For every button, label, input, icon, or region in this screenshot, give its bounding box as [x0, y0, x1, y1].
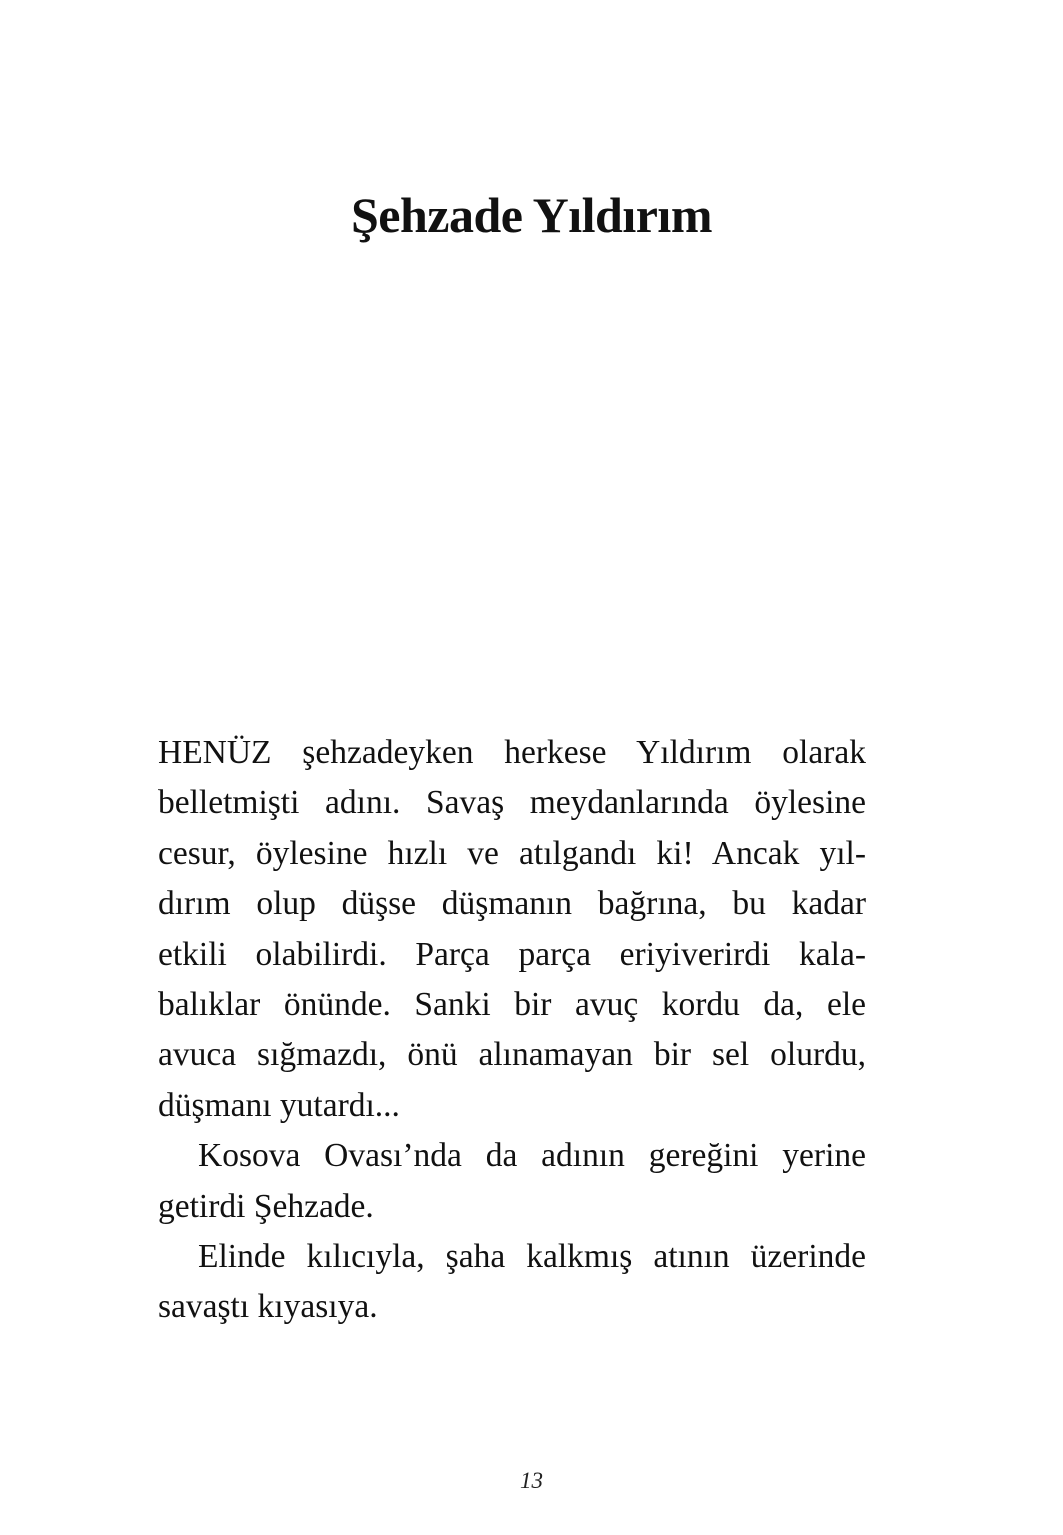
- text-line: etkili olabilirdi. Parça parça eriyiverirdi kala-: [158, 935, 866, 973]
- text-line: cesur, öylesine hızlı ve atılgandı ki! Ancak yıl-: [158, 834, 866, 872]
- text-line: Elinde kılıcıyla, şaha kalkmış atının üzerinde: [198, 1237, 866, 1275]
- text-line: dırım olup düşse düşmanın bağrına, bu kadar: [158, 885, 866, 923]
- text-line: balıklar önünde. Sanki bir avuç kordu da, ele: [158, 985, 866, 1023]
- paragraph-1: [158, 728, 866, 1131]
- text-line: HENÜZ şehzadeyken herkese Yıldırım olarak: [158, 734, 866, 771]
- text-line: savaştı kıyasıya.: [158, 1288, 378, 1326]
- page-number: 13: [520, 1468, 543, 1493]
- text-line: getirdi Şehzade.: [158, 1187, 374, 1225]
- chapter-title: Şehzade Yıldırım: [351, 187, 712, 243]
- body-text: [158, 728, 866, 1333]
- paragraph-2: [158, 1131, 866, 1232]
- text-line: avuca sığmazdı, önü alınamayan bir sel olurdu,: [158, 1036, 866, 1074]
- text-line: düşmanı yutardı...: [158, 1086, 400, 1124]
- text-line: belletmişti adını. Savaş meydanlarında öylesine: [158, 784, 866, 822]
- paragraph-3: [158, 1232, 866, 1333]
- text-line: Kosova Ovası’nda da adının gereğini yerine: [198, 1137, 866, 1175]
